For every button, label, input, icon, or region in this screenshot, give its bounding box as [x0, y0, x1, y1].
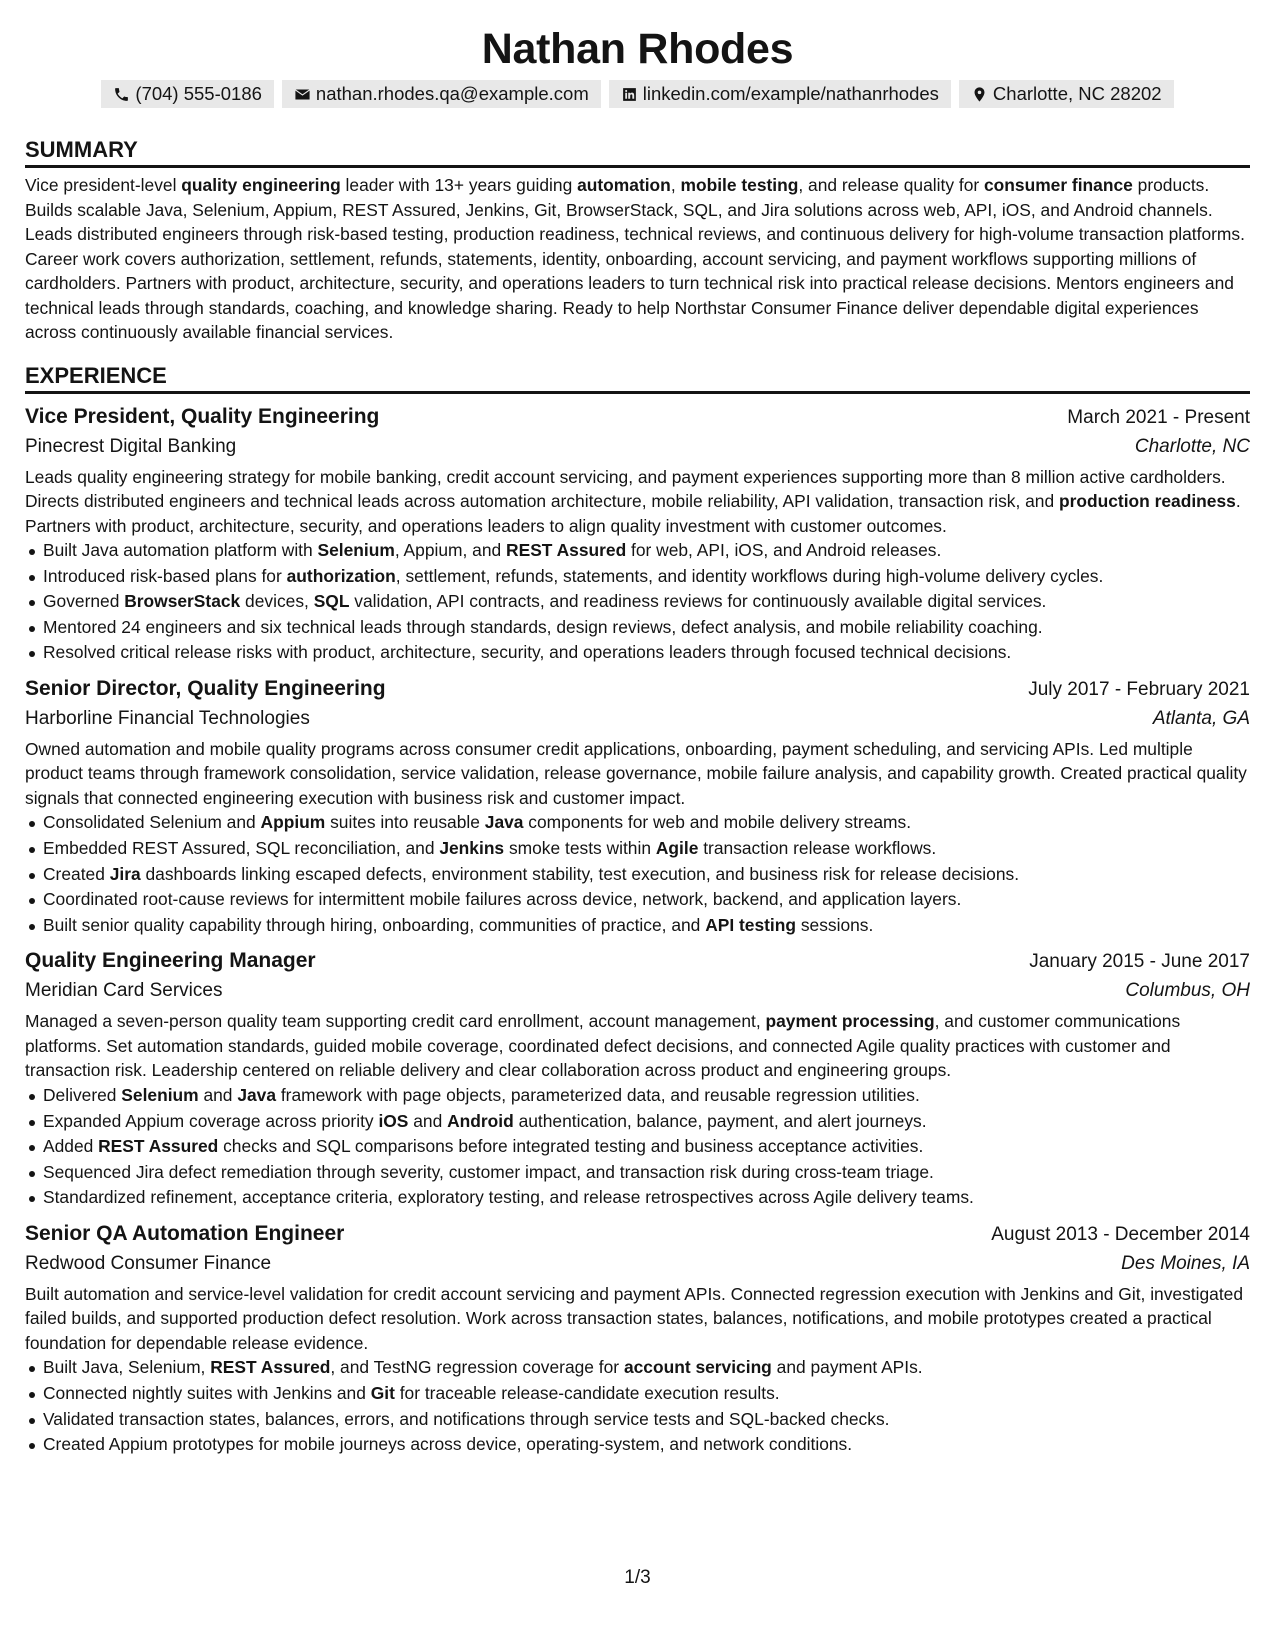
experience-heading: EXPERIENCE	[25, 363, 1250, 394]
job-description: Managed a seven-person quality team supporting credit card enrollment, account management, payment processing, and customer communications platforms. Set automation standards, guided mobile coverage, coordinated defect decisions, and connected Agile quality practices with customer and transaction risk. Leadership centered on reliable delivery and clear collaboration across product and engineering groups.	[25, 1011, 1181, 1081]
job-bullet: Embedded REST Assured, SQL reconciliation, and Jenkins smoke tests within Agile transaction release workflows.	[43, 836, 1250, 862]
job-bullet: Governed BrowserStack devices, SQL validation, API contracts, and readiness reviews for continuously available digital services.	[43, 589, 1250, 615]
job-bullet: Created Appium prototypes for mobile journeys across device, operating-system, and network conditions.	[43, 1432, 1250, 1458]
job-dates: January 2015 - June 2017	[1029, 951, 1250, 973]
contact-bar	[25, 80, 1250, 108]
experience-list	[25, 401, 1250, 1458]
job-bullet: Standardized refinement, acceptance criteria, exploratory testing, and release retrospectives across Agile delivery teams.	[43, 1185, 1250, 1211]
job-dates: August 2013 - December 2014	[991, 1223, 1250, 1245]
job-bullet: Resolved critical release risks with product, architecture, security, and operations leaders through focused technical decisions.	[43, 640, 1250, 666]
job-bullet: Mentored 24 engineers and six technical leads through standards, design reviews, defect analysis, and mobile reliability coaching.	[43, 615, 1250, 641]
job-bullets	[25, 538, 1250, 666]
contact-linkedin-text: linkedin.com/example/nathanrhodes	[642, 83, 939, 104]
candidate-name: Nathan Rhodes	[481, 25, 794, 73]
job-company: Harborline Financial Technologies	[25, 707, 310, 729]
job-company: Redwood Consumer Finance	[25, 1252, 272, 1274]
envelope-icon	[294, 86, 311, 103]
contact-location-text: Charlotte, NC 28202	[992, 83, 1162, 104]
contact-linkedin[interactable]	[609, 80, 951, 108]
job-dates: March 2021 - Present	[1067, 406, 1250, 428]
job-title: Quality Engineering Manager	[25, 949, 316, 973]
job-bullet: Added REST Assured checks and SQL comparisons before integrated testing and business acceptance activities.	[43, 1134, 1250, 1160]
job-description: Built automation and service-level validation for credit account servicing and payment APIs. Connected regression execution with Jenkins and Git, investigated failed builds, and supported production defect resolution. Work across transaction states, balances, notifications, and mobile prototypes created a practical foundation for dependable release evidence.	[25, 1283, 1244, 1353]
job-location: Des Moines, IA	[1121, 1252, 1250, 1274]
job-title: Senior QA Automation Engineer	[25, 1221, 345, 1245]
job-company: Meridian Card Services	[25, 980, 223, 1002]
job-bullet: Built senior quality capability through hiring, onboarding, communities of practice, and API testing sessions.	[43, 913, 1250, 939]
job-company: Pinecrest Digital Banking	[25, 435, 237, 457]
map-pin-icon	[971, 86, 988, 103]
job-dates: July 2017 - February 2021	[1028, 678, 1250, 700]
job-entry	[25, 673, 1250, 938]
job-title: Senior Director, Quality Engineering	[25, 676, 386, 700]
phone-icon	[113, 86, 130, 103]
job-bullet: Delivered Selenium and Java framework with page objects, parameterized data, and reusable regression utilities.	[43, 1083, 1250, 1109]
job-location: Atlanta, GA	[1152, 707, 1250, 729]
job-description: Leads quality engineering strategy for mobile banking, credit account servicing, and payment experiences supporting more than 8 million active cardholders. Directs distributed engineers and technical leads across automation architecture, mobile reliability, API validation, transaction risk, and production readiness. Partners with product, architecture, security, and operations leaders to align quality investment with customer outcomes.	[25, 466, 1241, 536]
job-subheader	[25, 976, 1250, 1006]
job-bullet: Built Java, Selenium, REST Assured, and TestNG regression coverage for account servicing and payment APIs.	[43, 1355, 1250, 1381]
job-bullet: Consolidated Selenium and Appium suites into reusable Java components for web and mobile delivery streams.	[43, 810, 1250, 836]
job-bullets	[25, 1355, 1250, 1457]
job-bullet: Coordinated root-cause reviews for intermittent mobile failures across device, network, backend, and application layers.	[43, 887, 1250, 913]
job-header	[25, 673, 1250, 704]
page-number: 1/3	[624, 1567, 651, 1588]
job-location: Charlotte, NC	[1134, 435, 1250, 457]
job-description: Owned automation and mobile quality programs across consumer credit applications, onboarding, payment scheduling, and servicing APIs. Led multiple product teams through framework consolidation, service validation, release governance, mobile failure analysis, and capability growth. Created practical quality signals that connected engineering execution with business risk and customer impact.	[25, 738, 1247, 808]
summary-text: Vice president-level quality engineering leader with 13+ years guiding automation, mobile testing, and release quality for consumer finance products. Builds scalable Java, Selenium, Appium, REST Assured, Jenkins, Git, BrowserStack, SQL, and Jira solutions across web, API, iOS, and Android channels. Leads distributed engineers through risk-based testing, production readiness, technical reviews, and continuous delivery for high-volume transaction platforms. Career work covers authorization, settlement, refunds, statements, identity, onboarding, account servicing, and payment workflows supporting millions of cardholders. Partners with product, architecture, security, and operations leaders to turn technical risk into practical release decisions. Mentors engineers and technical leads through standards, coaching, and knowledge sharing. Ready to help Northstar Consumer Finance deliver dependable digital experiences across continuously available financial services.	[25, 175, 1245, 342]
job-bullet: Connected nightly suites with Jenkins and Git for traceable release-candidate execution results.	[43, 1381, 1250, 1407]
contact-email[interactable]	[282, 80, 601, 108]
linkedin-icon	[621, 86, 638, 103]
job-bullet: Expanded Appium coverage across priority iOS and Android authentication, balance, payment, and alert journeys.	[43, 1109, 1250, 1135]
job-bullet: Introduced risk-based plans for authorization, settlement, refunds, statements, and identity workflows during high-volume delivery cycles.	[43, 564, 1250, 590]
job-header	[25, 1218, 1250, 1249]
resume-page	[25, 0, 1250, 1458]
job-subheader	[25, 432, 1250, 462]
job-entry	[25, 1218, 1250, 1458]
job-subheader	[25, 704, 1250, 734]
job-bullet: Built Java automation platform with Selenium, Appium, and REST Assured for web, API, iOS, and Android releases.	[43, 538, 1250, 564]
job-entry	[25, 945, 1250, 1210]
job-bullets	[25, 810, 1250, 938]
contact-phone-text: (704) 555-0186	[135, 83, 262, 104]
job-location: Columbus, OH	[1125, 980, 1250, 1002]
contact-email-text: nathan.rhodes.qa@example.com	[315, 83, 589, 104]
job-bullets	[25, 1083, 1250, 1211]
job-bullet: Created Jira dashboards linking escaped defects, environment stability, test execution, and business risk for release decisions.	[43, 862, 1250, 888]
job-entry	[25, 401, 1250, 666]
summary-heading: SUMMARY	[25, 137, 1250, 168]
job-header	[25, 945, 1250, 976]
job-title: Vice President, Quality Engineering	[25, 404, 380, 428]
job-header	[25, 401, 1250, 432]
contact-phone[interactable]	[101, 80, 274, 108]
contact-location	[959, 80, 1174, 108]
job-subheader	[25, 1249, 1250, 1279]
job-bullet: Validated transaction states, balances, errors, and notifications through service tests and SQL-backed checks.	[43, 1407, 1250, 1433]
job-bullet: Sequenced Jira defect remediation through severity, customer impact, and transaction risk during cross-team triage.	[43, 1160, 1250, 1186]
